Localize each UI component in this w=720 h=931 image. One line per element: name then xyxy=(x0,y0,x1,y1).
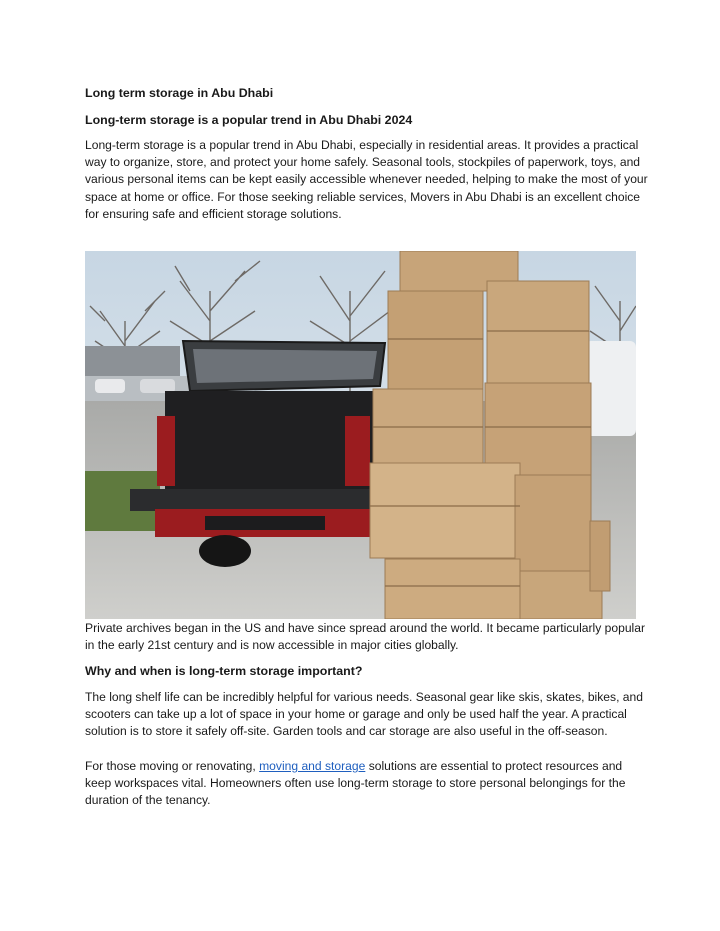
closing-text: solutions are essential to protect resources and xyxy=(365,759,623,773)
caption-line: in the early 21st century and is now accessible in major cities globally. xyxy=(85,638,459,653)
closing-line: duration of the tenancy. xyxy=(85,793,211,808)
section-heading: Why and when is long-term storage important? xyxy=(85,664,363,678)
closing-line: keep workspaces vital. Homeowners often use long-term storage to store personal belongings for the xyxy=(85,776,626,791)
closing-line xyxy=(85,758,637,775)
intro-line: various personal items can be kept easily accessible whenever needed, helping to make the most of your xyxy=(85,172,648,187)
caption-line: Private archives began in the US and have since spread around the world. It became particularly popular xyxy=(85,621,645,635)
intro-paragraph xyxy=(85,137,648,223)
body-paragraph xyxy=(85,689,643,741)
moving-and-storage-link[interactable]: moving and storage xyxy=(259,759,366,773)
intro-line: way to organize, store, and protect your home safely. Seasonal tools, stockpiles of paperwork, toys, and xyxy=(85,155,641,170)
document-subtitle: Long-term storage is a popular trend in Abu Dhabi 2024 xyxy=(85,113,413,127)
body-line: scooters can take up a lot of space in your home or garage and only be used half the year. A practical xyxy=(85,707,627,722)
document-title: Long term storage in Abu Dhabi xyxy=(85,86,274,100)
closing-text: For those moving or renovating, xyxy=(85,759,260,773)
body-line: The long shelf life can be incredibly helpful for various needs. Seasonal gear like skis, skates, bikes, and xyxy=(85,690,643,704)
intro-line: space at home or office. For those seeking reliable services, Movers in Abu Dhabi is an excellent choice xyxy=(85,189,641,204)
storage-truck-photo xyxy=(85,251,636,619)
intro-line: Long-term storage is a popular trend in Abu Dhabi, especially in residential areas. It provides a practical xyxy=(85,138,639,152)
closing-paragraph xyxy=(85,758,637,810)
body-line: solution is to store it safely off-site. Garden tools and car storage are also useful in the off-season. xyxy=(85,724,608,739)
intro-line: for ensuring safe and efficient storage solutions. xyxy=(85,206,342,221)
caption-paragraph xyxy=(85,620,645,654)
